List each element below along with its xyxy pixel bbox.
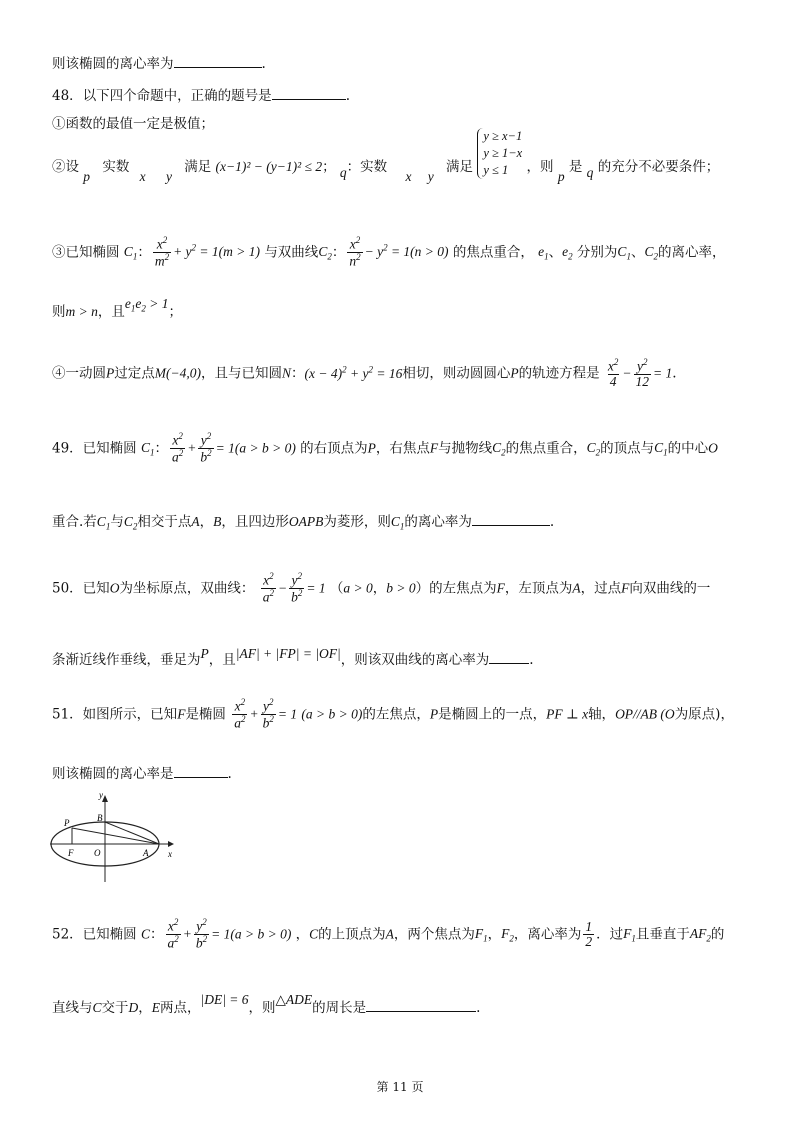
answer-blank[interactable] [174, 53, 262, 68]
q52-line-2: 直线与C交于D，E两点，|DE| = 6，则△ADE的周长是 . [52, 992, 481, 1016]
system-row: y ≥ 1−x [483, 145, 523, 160]
item-text: 的充分不必要条件； [597, 158, 720, 175]
question-number: 48． [52, 88, 83, 104]
item-text: ，右焦点 [375, 440, 430, 457]
q52-line-1: 52．已知椭圆 C： $\frac{x^2}{a^2}$ + $\frac{y^2}{b^2}$ = 1(a > b > 0) ，C的上顶点为A，两个焦点为$F_1$，$F_2$，离心率为 $\frac{1}{2}$ ．过$F_1$且垂直于$AF_2$的 [52, 917, 725, 951]
answer-blank[interactable] [272, 85, 346, 100]
item-text: 与抛物线 [438, 440, 493, 457]
item-text: ，且四边形 [221, 514, 289, 530]
item-text: 的离心率， [657, 244, 726, 261]
item-text: 相切，则动圆圆心 [402, 365, 511, 382]
system-row: y ≥ x−1 [483, 129, 523, 143]
item-text: 则该椭圆的离心率是 [52, 766, 174, 782]
item-text: ，离心率为 [513, 926, 582, 943]
label-a: A [143, 848, 149, 858]
item-text: 的焦点重合， [505, 440, 587, 457]
item-text: 两点， [160, 1000, 201, 1016]
q49-line-2: 重合.若$C_1$与$C_2$相交于点A，B，且四边形OAPB为菱形，则$C_1$的离心率为 . [52, 510, 554, 532]
item-text: ，左顶点为 [504, 580, 573, 597]
item-text: 交于 [101, 1000, 129, 1016]
item-text: 过定点 [114, 365, 155, 382]
item-text: 则 [52, 304, 66, 320]
item-text: ）的左焦点为 [415, 580, 497, 597]
segment-po [72, 828, 159, 844]
item-text: 为菱形，则 [323, 514, 391, 530]
item-text: ，且 [208, 652, 236, 668]
system-row: y ≤ 1 [483, 162, 509, 177]
item-text: ．过 [596, 926, 624, 943]
item-text: 是椭圆 [185, 706, 226, 723]
label-p: P [64, 818, 70, 828]
q48-item-3-cont: 则m > n，且$e_1e_2 > 1$； [52, 296, 182, 320]
label-f: F [68, 848, 74, 858]
item-text: 条渐近线作垂线，垂足为 [52, 652, 201, 668]
item-text: 的左焦点， [362, 706, 430, 723]
item-text: 且垂直于 [635, 926, 690, 943]
label-b: B [97, 813, 103, 823]
q48-item-2: ②设 p 实数 x y 满足 (x−1)² − (y−1)² ≤ 2； q：实数 x y 满足 y ≥ x−1 y ≥ 1−x y ≤ 1 ，则 p 是 q 的充分不必要条件； [52, 129, 720, 184]
item-text: 的顶点与 [600, 440, 655, 457]
item-text: 是 [568, 158, 583, 175]
question-number: 51．如图所示，已知 [52, 706, 178, 723]
item-text: ，则 [248, 1000, 276, 1016]
label-x: x [168, 849, 172, 859]
q48-stem: 48．以下四个命题中，正确的题号是 . [52, 84, 350, 104]
item-text: 重合.若 [52, 514, 97, 530]
item-text: 实数 [102, 158, 130, 175]
q48-stem-text: 以下四个命题中，正确的题号是 [82, 88, 272, 104]
answer-blank[interactable] [174, 763, 228, 778]
item-text: 轴， [588, 706, 616, 723]
ellipse-figure [50, 792, 180, 884]
item-text: 为坐标原点，双曲线： [119, 580, 255, 597]
item-text: ，两个焦点为 [393, 926, 475, 943]
item-text: 满足 [446, 158, 474, 175]
item-text: ，则 [526, 158, 554, 175]
q48-item-1: ①函数的最值一定是极值； [52, 116, 214, 132]
item-text: 满足 [184, 158, 212, 175]
q51-line-1: 51．如图所示，已知F是椭圆 $\frac{x^2}{a^2}$ + $\frac{y^2}{b^2}$ = 1 (a > b > 0)的左焦点，P是椭圆上的一点，PF ⊥ x轴，OP//AB (O为原点)， [52, 697, 734, 731]
inequality-system [477, 128, 522, 179]
item-text: ，则该双曲线的离心率为 [340, 652, 490, 668]
item-text: 直线与 [52, 1000, 93, 1016]
item-text: 分别为 [576, 244, 618, 261]
item-text: 向双曲线的一 [629, 580, 711, 597]
answer-blank[interactable] [472, 511, 550, 526]
q47-tail: 则该椭圆的离心率为 . [52, 52, 266, 72]
question-number: 50．已知 [52, 580, 110, 597]
q48-item-4: ④一动圆P过定点M(−4,0)，且与已知圆N：$(x - 4)^2 + y^2 = 16$相切，则动圆圆心P的轨迹方程是 $\frac{x^2}{4}$ − $\frac{y^2}{12}$ = 1. [52, 357, 677, 390]
answer-blank[interactable] [366, 997, 476, 1012]
q50-line-2: 条渐近线作垂线，垂足为P，且|AF| + |FP| = |OF|，则该双曲线的离心率为 . [52, 646, 534, 668]
page-footer: 第 11 页 [376, 1080, 424, 1094]
item-text: ④一动圆 [52, 365, 106, 382]
label-y: y [99, 792, 103, 800]
answer-blank[interactable] [489, 649, 529, 664]
item-text: 与 [110, 514, 124, 530]
item-text: （ [329, 580, 344, 597]
item-text: ③已知椭圆 [52, 244, 120, 261]
label-o: O [94, 848, 101, 858]
q48-item-3: ③已知椭圆 $C_1$： $\frac{x^2}{m^2}$ + $y^2 = 1(m > 1)$ 与双曲线$C_2$： $\frac{x^2}{n^2}$ − $y^2 = 1(n > 0)$ 的焦点重合， $e_1$、$e_2$ 分别为$C_1$、$C_2$的离心率， [52, 235, 726, 269]
x-axis-arrow [168, 841, 174, 847]
item-text: 是椭圆上的一点， [438, 706, 547, 723]
question-number: 49．已知椭圆 [52, 440, 137, 457]
item-text: 的中心 [667, 440, 709, 457]
item-text: 为原点)， [674, 706, 734, 723]
item-text: 的 [710, 926, 725, 943]
q47-tail-text: 则该椭圆的离心率为 [52, 56, 174, 72]
item-text: 相交于点 [137, 514, 192, 530]
item-text: ，过点 [580, 580, 622, 597]
question-number: 52．已知椭圆 [52, 926, 137, 943]
item-text: 实数 [360, 158, 388, 175]
item-text: 的离心率为 [404, 514, 472, 530]
item-text: ，且 [97, 304, 125, 320]
item-text: 的周长是 [312, 1000, 367, 1016]
q49-line-1: 49．已知椭圆 $C_1$： $\frac{x^2}{a^2}$ + $\frac{y^2}{b^2}$ = 1(a > b > 0) 的右顶点为P，右焦点F与抛物线$C_2$的焦点重合，$C_2$的顶点与$C_1$的中心O [52, 431, 718, 465]
item-text: 的右顶点为 [300, 440, 368, 457]
item-text: ，且与已知圆 [200, 365, 282, 382]
inequality: (x−1)² − (y−1)² ≤ 2 [215, 158, 323, 174]
item-text: 与双曲线 [264, 244, 319, 261]
item-text: 的上顶点为 [318, 926, 386, 943]
q51-line-2: 则该椭圆的离心率是 . [52, 762, 232, 782]
item-text: 的焦点重合， [452, 244, 534, 261]
item-text: 的轨迹方程是 [518, 365, 600, 382]
item-text: ， [295, 926, 310, 943]
item-text: ②设 [52, 158, 79, 175]
q50-line-1: 50．已知O为坐标原点，双曲线： $\frac{x^2}{a^2}$ − $\frac{y^2}{b^2}$ = 1 （a > 0，b > 0）的左焦点为F，左顶点为A，过点F向双曲线的一 [52, 571, 711, 605]
